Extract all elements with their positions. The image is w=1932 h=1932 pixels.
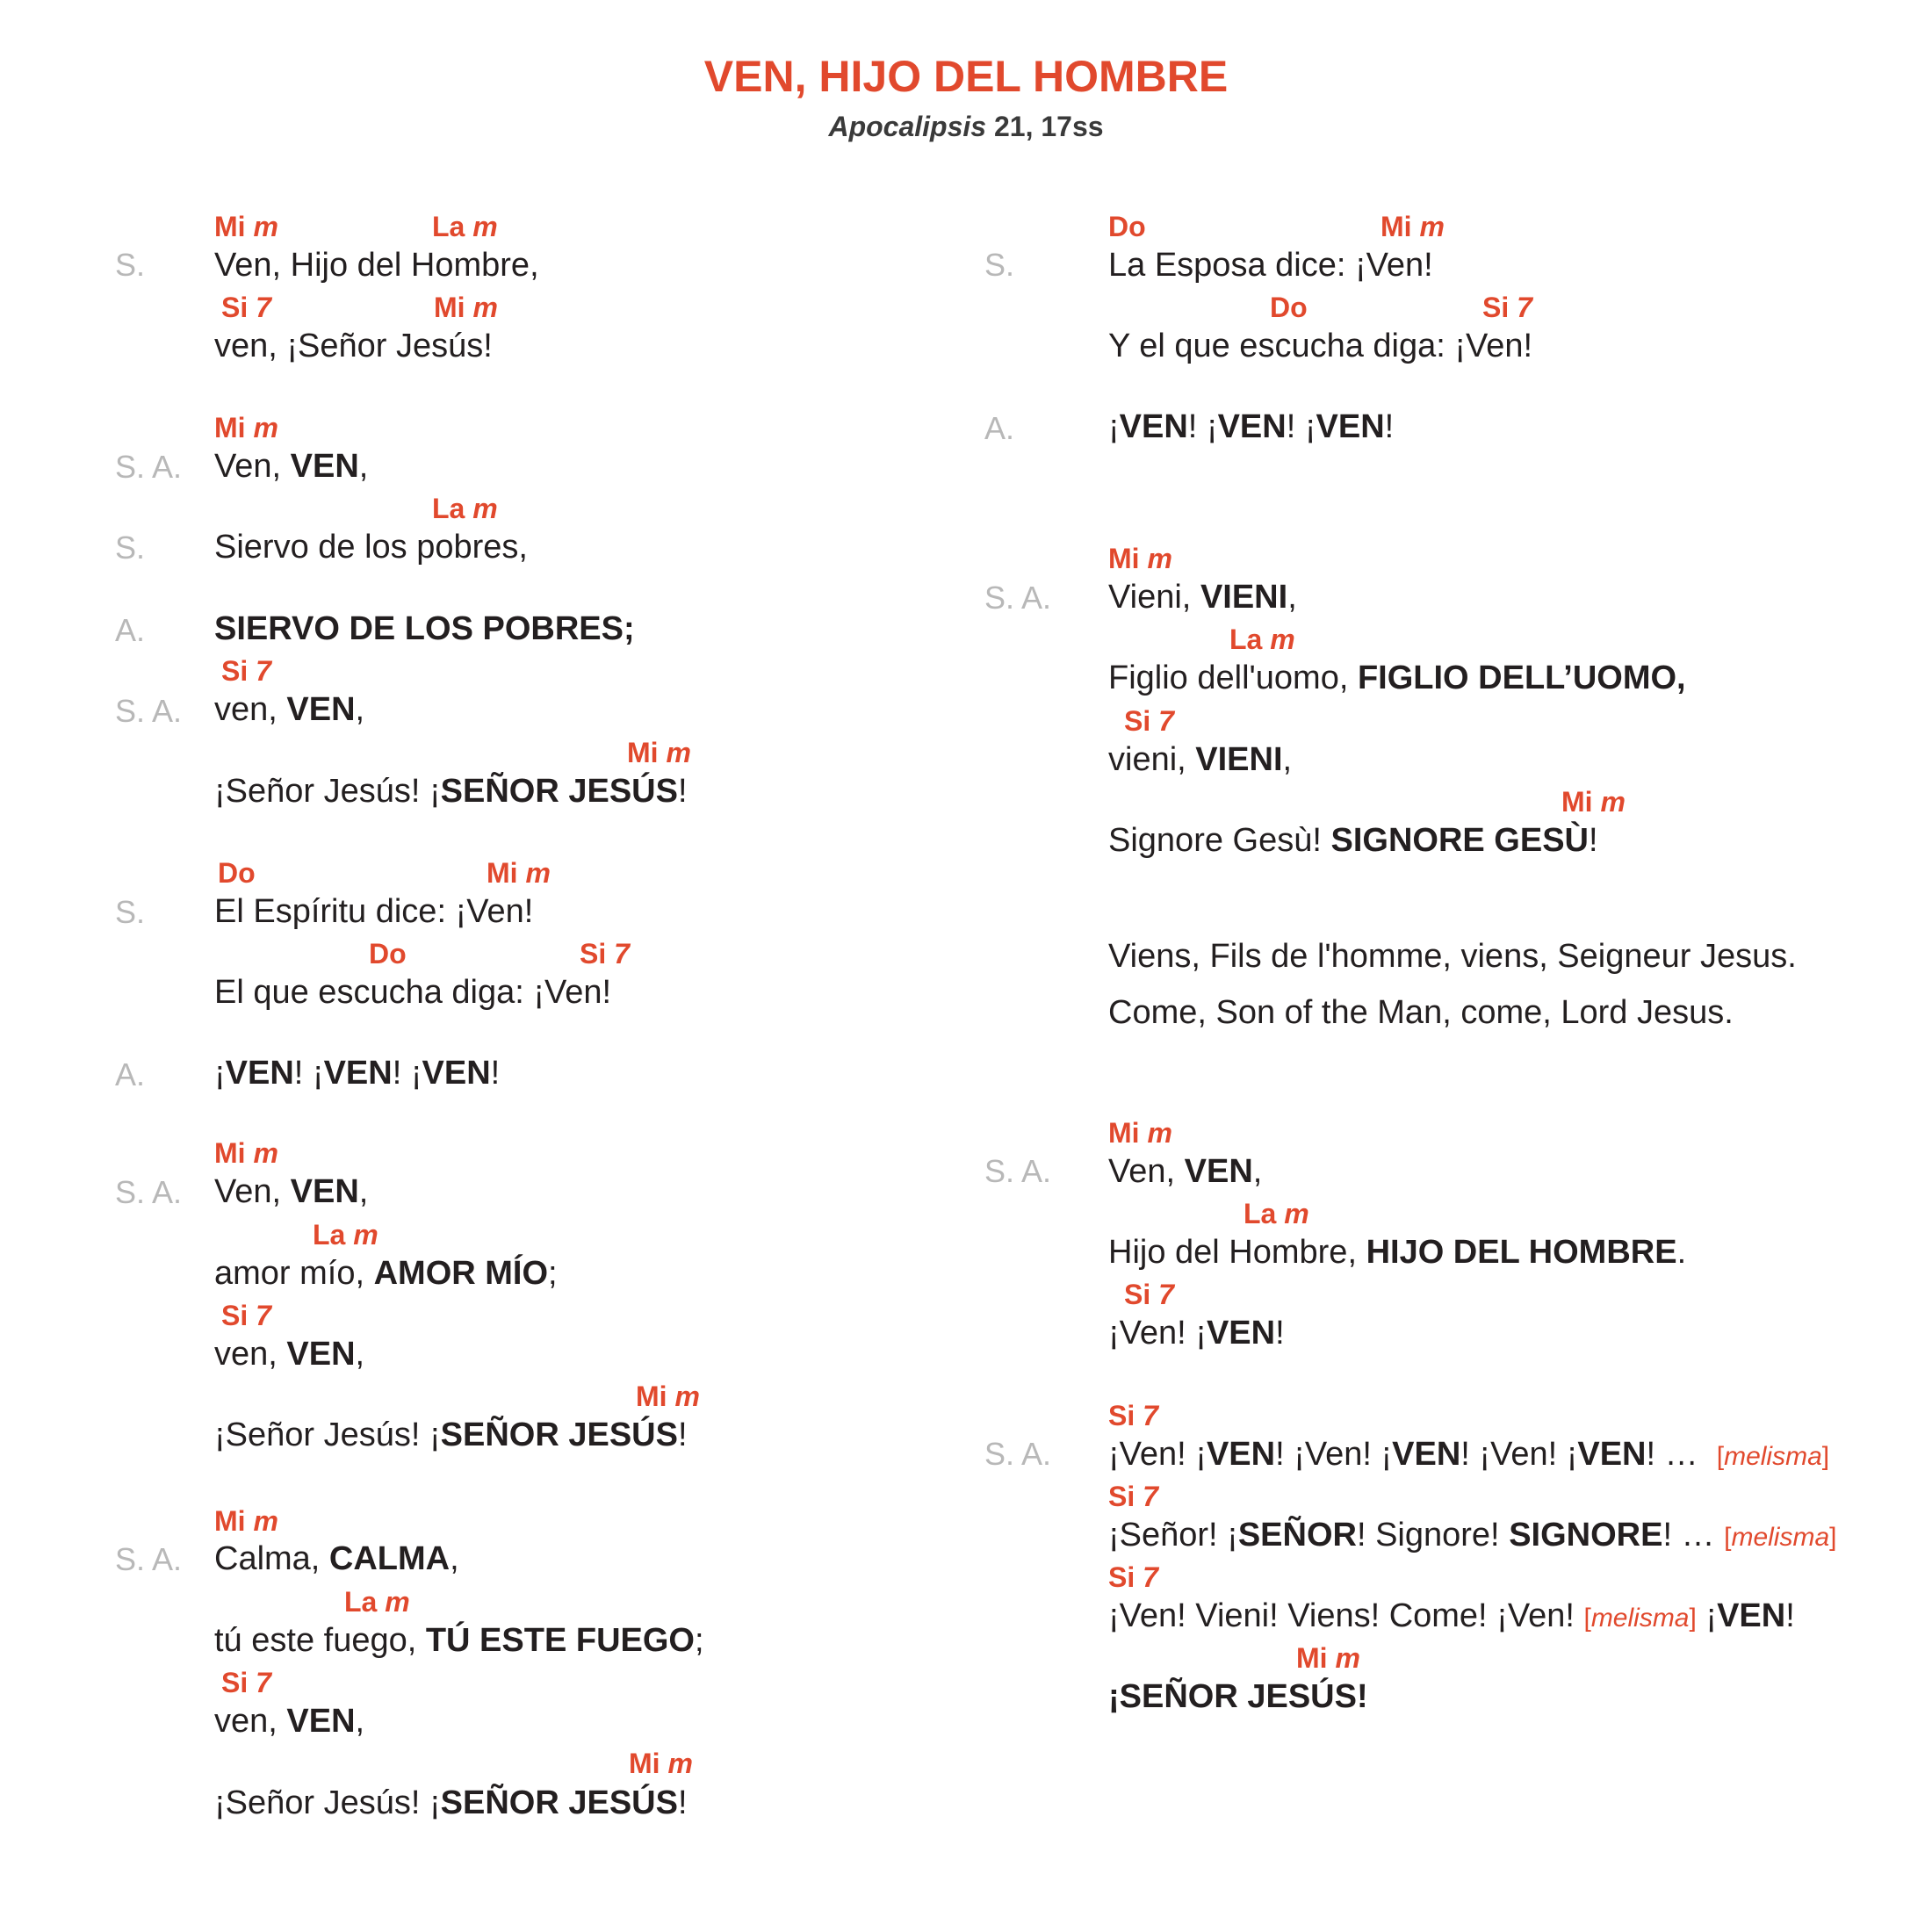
lyric-line: ven, VEN, [214,691,365,728]
lyric-line: Ven, VEN, [214,448,369,485]
lyric-line: Ven, Hijo del Hombre, [214,247,539,284]
chord-do: Do [369,938,407,970]
voice-label: S. [984,247,1015,283]
chord-lam: La m [313,1219,378,1251]
lyric-line: El que escucha diga: ¡Ven! [214,974,612,1011]
lyric-line-english: Come, Son of the Man, come, Lord Jesus. [1108,994,1734,1031]
voice-label: S. [115,247,146,283]
chord-lam: La m [1244,1198,1309,1229]
lyric-line: ¡Señor Jesús! ¡SEÑOR JESÚS! [214,1417,688,1453]
chord-lam: La m [1229,624,1295,655]
lyric-line-french: Viens, Fils de l'homme, viens, Seigneur Jesus. [1108,938,1797,975]
chord-si7: Si 7 [1108,1400,1158,1431]
chord-mim: Mi m [1381,211,1445,242]
voice-label: S. A. [115,1174,183,1210]
lyric-line: Vieni, VIENI, [1108,579,1297,616]
lyric-line: Ven, VEN, [214,1173,369,1210]
voice-label: A. [115,1056,146,1092]
chord-si7: Si 7 [580,938,630,970]
voice-label: A. [984,410,1015,446]
chord-si7: Si 7 [1124,705,1174,737]
lyric-line: El Espíritu dice: ¡Ven! [214,893,534,930]
chord-mim: Mi m [1108,543,1172,574]
lyric-line: Hijo del Hombre, HIJO DEL HOMBRE. [1108,1234,1687,1271]
lyric-line: Figlio dell'uomo, FIGLIO DELL’UOMO, [1108,660,1686,696]
chord-si7: Si 7 [1108,1481,1158,1512]
voice-label: S. A. [984,1436,1052,1472]
lyric-line: ¡Ven! ¡VEN! [1108,1315,1285,1352]
lyric-line: Ven, VEN, [1108,1153,1263,1190]
book-name: Apocalipsis [828,111,987,142]
chord-mim: Mi m [214,412,278,443]
lyric-line: amor mío, AMOR MÍO; [214,1255,558,1292]
lyric-line: ¡Señor Jesús! ¡SEÑOR JESÚS! [214,773,688,810]
voice-label: S. [115,894,146,930]
song-title: VEN, HIJO DEL HOMBRE [703,52,1229,101]
chord-lam: La m [432,493,498,524]
chord-mim: Mi m [1296,1642,1360,1674]
chord-lam: La m [344,1586,410,1618]
chord-mim: Mi m [636,1381,700,1412]
lyric-line: ven, VEN, [214,1703,365,1740]
voice-label: S. [115,530,146,566]
lyric-line: Signore Gesù! SIGNORE GESÙ! [1108,822,1598,859]
chord-mim: Mi m [627,737,691,768]
chord-si7: Si 7 [221,655,271,687]
lyric-line: ¡VEN! ¡VEN! ¡VEN! [1108,408,1395,445]
lyric-line: ¡SEÑOR JESÚS! [1108,1678,1368,1715]
chord-mim: Mi m [434,292,498,323]
lyric-line: tú este fuego, TÚ ESTE FUEGO; [214,1622,704,1659]
chord-mim: Mi m [1561,786,1626,818]
lyric-line: ¡Señor! ¡SEÑOR! Signore! SIGNORE! … [melisma] [1108,1517,1837,1554]
chord-lam: La m [432,211,498,242]
lyric-line: Calma, CALMA, [214,1540,459,1577]
chord-si7: Si 7 [1124,1279,1174,1310]
chord-si7: Si 7 [221,1667,271,1698]
chord-si7: Si 7 [221,1300,271,1331]
lyric-line: vieni, VIENI, [1108,741,1293,778]
chord-si7: Si 7 [1108,1561,1158,1593]
chord-mim: Mi m [629,1748,693,1779]
voice-label: A. [115,612,146,648]
lyric-line: Y el que escucha diga: ¡Ven! [1108,328,1533,364]
lyric-line: ¡Ven! Vieni! Viens! Come! ¡Ven! [melisma] ¡VEN! [1108,1597,1795,1634]
chord-mim: Mi m [1108,1117,1172,1149]
lyric-line: Siervo de los pobres, [214,529,528,566]
lyric-line: ven, ¡Señor Jesús! [214,328,493,364]
melisma-note: [melisma] [1716,1442,1830,1471]
lyric-line: La Esposa dice: ¡Ven! [1108,247,1433,284]
melisma-note: [melisma] [1583,1604,1697,1633]
lyric-line: ven, VEN, [214,1336,365,1373]
lyric-line: ¡VEN! ¡VEN! ¡VEN! [214,1055,501,1092]
lyric-line: ¡Ven! ¡VEN! ¡Ven! ¡VEN! ¡Ven! ¡VEN! … [melisma] [1108,1436,1830,1473]
chord-do: Do [1108,211,1146,242]
chord-mim: Mi m [214,211,278,242]
chord-si7: Si 7 [1482,292,1532,323]
chord-si7: Si 7 [221,292,271,323]
chord-mim: Mi m [214,1505,278,1537]
melisma-note: [melisma] [1724,1523,1837,1552]
voice-label: S. A. [984,1153,1052,1189]
chord-mim: Mi m [487,857,551,889]
voice-label: S. A. [115,693,183,729]
voice-label: S. A. [115,449,183,485]
chord-do: Do [218,857,256,889]
chapter-verses: 21, 17ss [993,111,1104,142]
lyric-line: ¡Señor Jesús! ¡SEÑOR JESÚS! [214,1784,688,1821]
lyric-line: SIERVO DE LOS POBRES; [214,610,635,647]
voice-label: S. A. [984,580,1052,616]
chord-mim: Mi m [214,1137,278,1169]
voice-label: S. A. [115,1541,183,1577]
chord-do: Do [1270,292,1308,323]
